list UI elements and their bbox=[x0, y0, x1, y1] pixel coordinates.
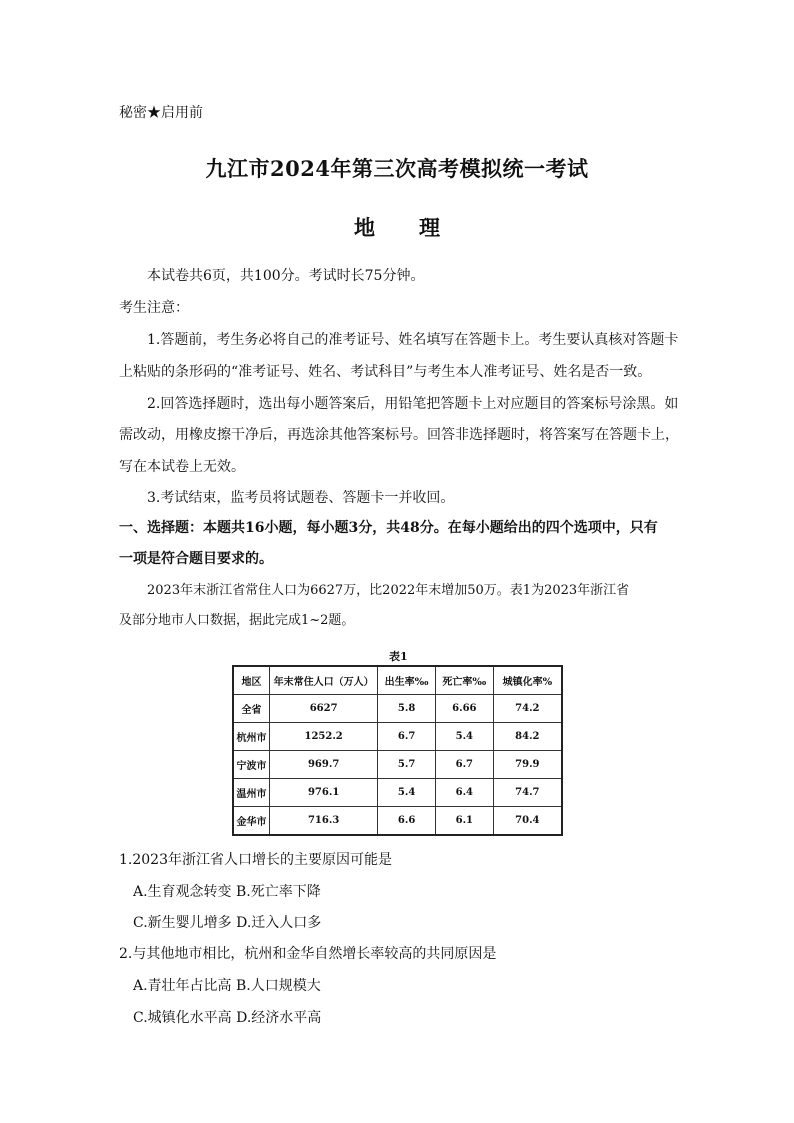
note-2-line-2: 需改动，用橡皮擦干净后，再选涂其他答案标号。回答非选择题时，将答案写在答题卡上， bbox=[119, 427, 679, 443]
question-2-options-c-d: C.城镇化水平高 D.经济水平高 bbox=[133, 1010, 322, 1026]
cell-urbanization: 79.9 bbox=[493, 751, 562, 779]
cell-death-rate: 6.1 bbox=[435, 807, 493, 836]
cell-urbanization: 74.7 bbox=[493, 779, 562, 807]
passage-line-2: 及部分地市人口数据，据此完成1~2题。 bbox=[119, 613, 355, 628]
table-row bbox=[233, 695, 562, 723]
cell-region: 温州市 bbox=[233, 779, 270, 807]
cell-population: 6627 bbox=[270, 695, 378, 723]
section-heading-line-2: 一项是符合题目要求的。 bbox=[119, 551, 273, 567]
cell-urbanization: 70.4 bbox=[493, 807, 562, 836]
notes-heading: 考生注意： bbox=[119, 300, 189, 316]
subject-char-1: 地 bbox=[354, 215, 375, 240]
note-2-line-3: 写在本试卷上无效。 bbox=[119, 459, 245, 475]
question-2-stem: 2.与其他地市相比，杭州和金华自然增长率较高的共同原因是 bbox=[119, 946, 497, 962]
note-1-line-1: 1.答题前，考生务必将自己的准考证号、姓名填写在答题卡上。考生要认真核对答题卡 bbox=[147, 332, 679, 348]
cell-population: 716.3 bbox=[270, 807, 378, 836]
section-heading-line-1: 一、选择题：本题共16小题，每小题3分，共48分。在每小题给出的四个选项中，只有 bbox=[119, 520, 658, 536]
note-3: 3.考试结束，监考员将试题卷、答题卡一并收回。 bbox=[147, 490, 455, 506]
question-1-options-c-d: C.新生婴儿增多 D.迁入人口多 bbox=[133, 915, 322, 931]
note-2-line-1: 2.回答选择题时，选出每小题答案后，用铅笔把答题卡上对应题目的答案标号涂黑。如 bbox=[147, 396, 679, 412]
exam-title: 九江市2024年第三次高考模拟统一考试 bbox=[205, 156, 589, 181]
cell-population: 969.7 bbox=[270, 751, 378, 779]
cell-population: 976.1 bbox=[270, 779, 378, 807]
subject-char-2: 理 bbox=[419, 215, 440, 240]
confidential-label: 秘密★启用前 bbox=[119, 105, 203, 121]
question-1-options-a-b: A.生育观念转变 B.死亡率下降 bbox=[133, 884, 321, 900]
cell-urbanization: 74.2 bbox=[493, 695, 562, 723]
population-table bbox=[232, 665, 563, 836]
header-region: 地区 bbox=[233, 666, 270, 695]
cell-population: 1252.2 bbox=[270, 723, 378, 751]
table-row bbox=[233, 751, 562, 779]
cell-region: 金华市 bbox=[233, 807, 270, 836]
subject-title bbox=[0, 212, 794, 242]
cell-birth-rate: 6.6 bbox=[378, 807, 436, 836]
cell-birth-rate: 5.4 bbox=[378, 779, 436, 807]
cell-death-rate: 6.7 bbox=[435, 751, 493, 779]
question-1-stem: 1.2023年浙江省人口增长的主要原因可能是 bbox=[119, 852, 392, 868]
cell-region: 杭州市 bbox=[233, 723, 270, 751]
cell-urbanization: 84.2 bbox=[493, 723, 562, 751]
header-population: 年末常住人口（万人） bbox=[270, 666, 378, 695]
intro-line: 本试卷共6页，共100分。考试时长75分钟。 bbox=[147, 268, 425, 284]
cell-region: 宁波市 bbox=[233, 751, 270, 779]
cell-death-rate: 5.4 bbox=[435, 723, 493, 751]
header-death-rate: 死亡率‰ bbox=[435, 666, 493, 695]
table-header-row bbox=[233, 666, 562, 695]
table-row bbox=[233, 779, 562, 807]
cell-region: 全省 bbox=[233, 695, 270, 723]
header-urbanization: 城镇化率% bbox=[493, 666, 562, 695]
table-caption: 表1 bbox=[389, 650, 408, 663]
cell-death-rate: 6.66 bbox=[435, 695, 493, 723]
table-row bbox=[233, 807, 562, 836]
header-birth-rate: 出生率‰ bbox=[378, 666, 436, 695]
cell-birth-rate: 6.7 bbox=[378, 723, 436, 751]
cell-birth-rate: 5.8 bbox=[378, 695, 436, 723]
passage-line-1: 2023年末浙江省常住人口为6627万，比2022年末增加50万。表1为2023年浙江省 bbox=[147, 583, 630, 598]
cell-death-rate: 6.4 bbox=[435, 779, 493, 807]
table-row bbox=[233, 723, 562, 751]
question-2-options-a-b: A.青壮年占比高 B.人口规模大 bbox=[133, 978, 321, 994]
note-1-line-2: 上粘贴的条形码的“准考证号、姓名、考试科目”与考生本人准考证号、姓名是否一致。 bbox=[119, 364, 652, 380]
cell-birth-rate: 5.7 bbox=[378, 751, 436, 779]
